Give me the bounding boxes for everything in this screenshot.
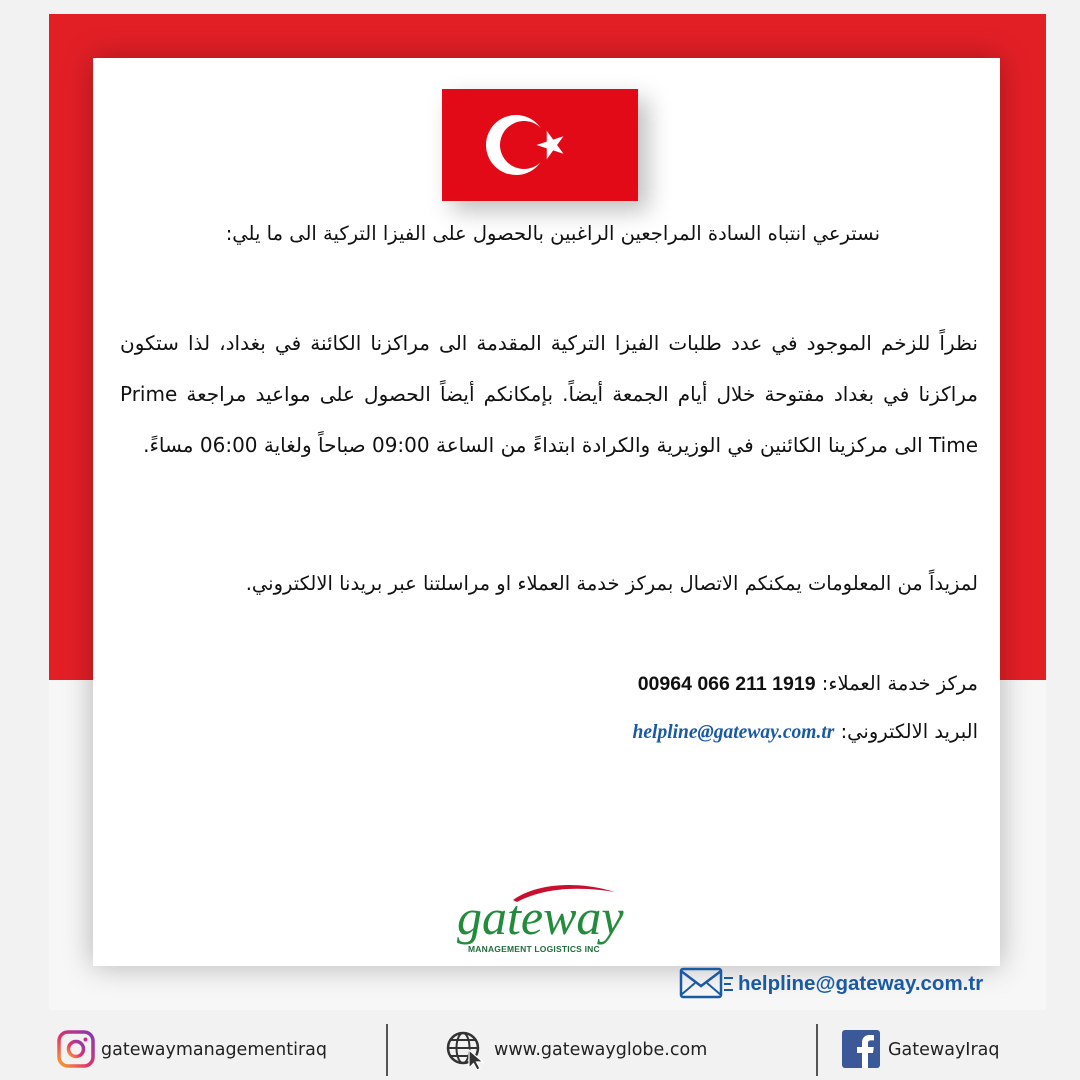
phone-number[interactable]: 00964 066 211 1919 <box>637 673 816 695</box>
email-line <box>400 720 978 744</box>
turkish-flag-icon <box>442 89 638 201</box>
instagram-icon <box>57 1030 95 1068</box>
footer-email-text: helpline@gateway.com.tr <box>738 972 984 995</box>
notice-paragraph-2: لمزيداً من المعلومات يمكنكم الاتصال بمركز خدمة العملاء او مراسلتنا عبر بريدنا الالكتروني. <box>245 572 978 595</box>
notice-paragraph-1: نظراً للزخم الموجود في عدد طلبات الفيزا التركية المقدمة الى مراكزنا الكائنة في بغداد، لذا ستكون مراكزنا في بغداد مفتوحة خلال أيام الجمعة أيضاً. بإمكانكم أيضاً الحصول على مواعيد مراجعة Prime Time الى مركزينا الكائنين في الوزيرية والكرادة ابتداءً من الساعة 09:00 صباحاً ولغاية 06:00 مساءً. <box>120 331 978 457</box>
customer-service-line <box>400 672 978 696</box>
logo-wordmark: gateway <box>457 889 624 945</box>
phone-label: مركز خدمة العملاء: <box>821 672 978 695</box>
facebook-page: GatewayIraq <box>888 1040 1000 1060</box>
logo-tagline: MANAGEMENT LOGISTICS INC <box>468 944 600 954</box>
footer-divider-2 <box>816 1024 818 1076</box>
email-link[interactable]: helpline@gateway.com.tr <box>632 722 835 743</box>
website-url: www.gatewayglobe.com <box>494 1040 708 1060</box>
envelope-icon <box>678 966 734 1002</box>
facebook-icon <box>842 1030 880 1068</box>
globe-cursor-icon <box>445 1030 487 1070</box>
gateway-logo <box>455 878 655 958</box>
footer-divider-1 <box>386 1024 388 1076</box>
notice-intro: نسترعي انتباه السادة المراجعين الراغبين بالحصول على الفيزا التركية الى ما يلي: <box>225 222 880 245</box>
instagram-handle: gatewaymanagementiraq <box>101 1040 327 1060</box>
email-label: البريد الالكتروني: <box>840 720 978 743</box>
